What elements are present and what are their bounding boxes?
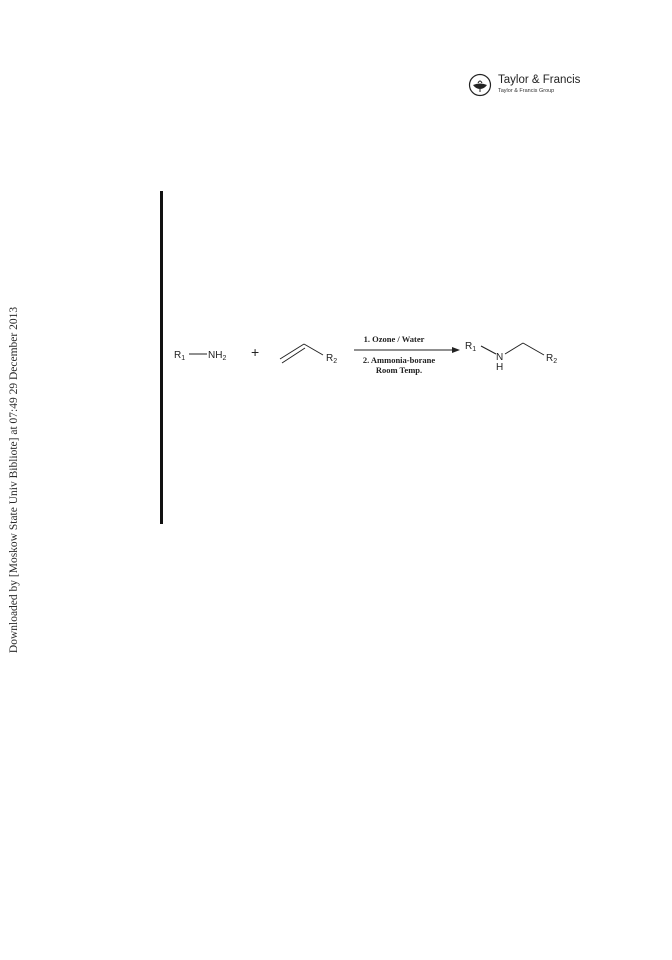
reactant-alkene <box>280 344 337 365</box>
svg-text:NH2 <box>208 350 226 362</box>
reactant-amine <box>174 350 226 362</box>
taylor-francis-lamp-icon <box>468 73 492 97</box>
reactant2-r: R <box>326 353 334 364</box>
svg-text:R1 <box>465 341 476 353</box>
product-n: N <box>496 352 504 363</box>
reactant1-group-sub: 2 <box>222 355 227 362</box>
condition-step2: 2. Ammonia-borane <box>362 355 436 365</box>
condition-step3: Room Temp. <box>375 365 423 375</box>
product-h: H <box>496 362 504 373</box>
publisher-logo <box>468 73 588 97</box>
reaction-scheme <box>170 322 570 382</box>
reaction-conditions <box>354 334 460 375</box>
product-r1-sub: 1 <box>472 346 477 353</box>
svg-text:R2 <box>326 353 337 365</box>
reaction-arrow-head <box>452 347 460 353</box>
reactant1-r: R <box>174 350 182 361</box>
product-r2: R <box>546 353 554 364</box>
publisher-group: Taylor & Francis Group <box>498 88 555 94</box>
plus-sign: + <box>251 344 260 360</box>
condition-step1: 1. Ozone / Water <box>363 334 425 344</box>
product-r2-sub: 2 <box>553 358 558 365</box>
svg-text:R2 <box>546 353 557 365</box>
reactant2-r-sub: 2 <box>333 358 338 365</box>
reactant1-group: NH <box>208 350 223 361</box>
figure-rule <box>160 191 163 524</box>
product-amine <box>465 341 557 373</box>
publisher-name: Taylor & Francis <box>498 74 581 86</box>
product-r1: R <box>465 341 473 352</box>
download-notice: Downloaded by [Moskow State Univ Bibliote] at 07:49 29 December 2013 <box>8 306 20 654</box>
reactant1-r-sub: 1 <box>181 355 186 362</box>
svg-text:R1 <box>174 350 185 362</box>
